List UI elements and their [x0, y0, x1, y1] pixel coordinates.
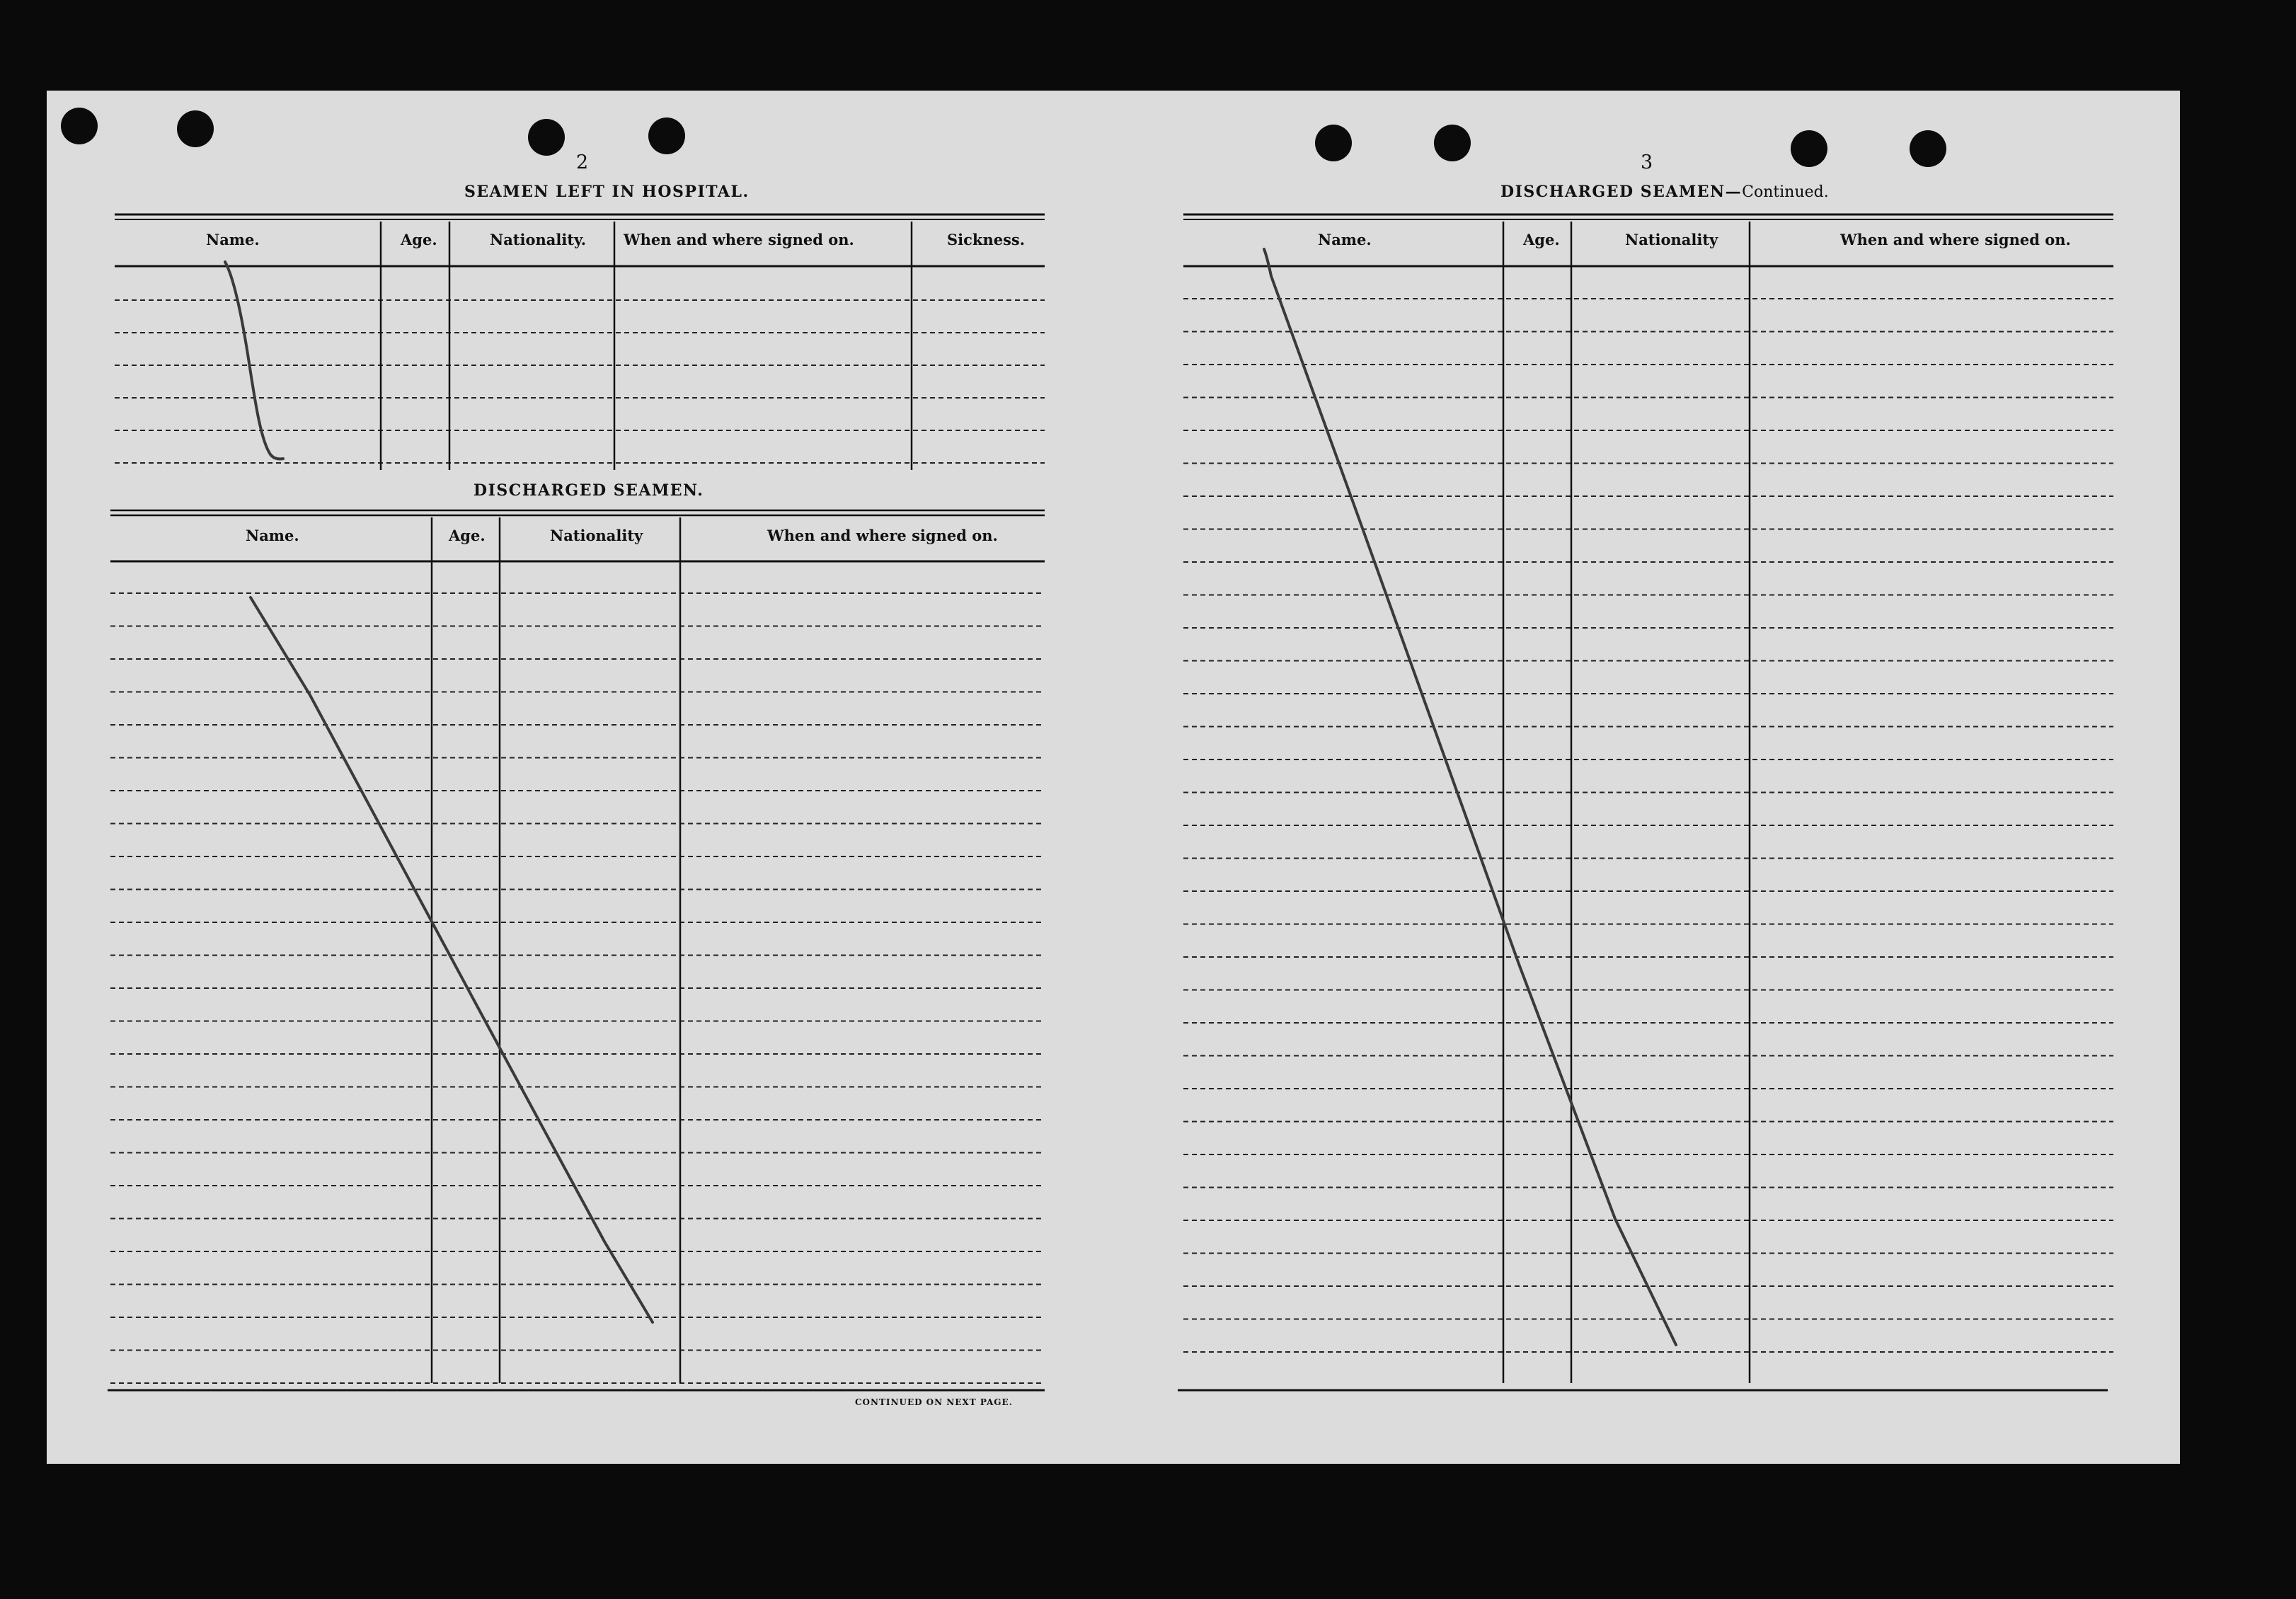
discharged-continued-title-main: DISCHARGED SEAMEN— — [1500, 183, 1743, 201]
hospital-col-age: Age. — [401, 231, 437, 248]
discharged-col-nationality: Nationality — [550, 527, 643, 544]
discharged-col-age: Age. — [449, 527, 486, 544]
left-form-lines — [47, 91, 1127, 1464]
continued-col-age: Age. — [1523, 231, 1560, 248]
hospital-col-sickness: Sickness. — [947, 231, 1026, 248]
hospital-col-nationality: Nationality. — [490, 231, 587, 248]
page-number: 3 — [1641, 151, 1653, 173]
page-number: 2 — [576, 151, 589, 173]
continued-col-nationality: Nationality — [1625, 231, 1718, 248]
hospital-col-signed-on: When and where signed on. — [624, 231, 854, 248]
right-page — [1127, 91, 2180, 1464]
discharged-col-name: Name. — [246, 527, 299, 544]
pen-stroke — [1264, 249, 1676, 1345]
left-dotted-rows — [110, 300, 1045, 1383]
discharged-continued-title-suffix: Continued. — [1742, 183, 1829, 201]
right-dotted-rows — [1183, 299, 2113, 1352]
discharged-section-title: DISCHARGED SEAMEN. — [473, 481, 704, 500]
hospital-col-name: Name. — [206, 231, 260, 248]
continued-col-signed-on: When and where signed on. — [1840, 231, 2071, 248]
continued-note: CONTINUED ON NEXT PAGE. — [855, 1397, 1013, 1407]
continued-col-name: Name. — [1318, 231, 1372, 248]
left-page — [47, 91, 1127, 1464]
discharged-col-signed-on: When and where signed on. — [767, 527, 998, 544]
right-form-lines — [1127, 91, 2180, 1464]
pen-stroke — [251, 597, 653, 1322]
hospital-section-title: SEAMEN LEFT IN HOSPITAL. — [464, 183, 750, 201]
pen-stroke — [225, 262, 283, 459]
